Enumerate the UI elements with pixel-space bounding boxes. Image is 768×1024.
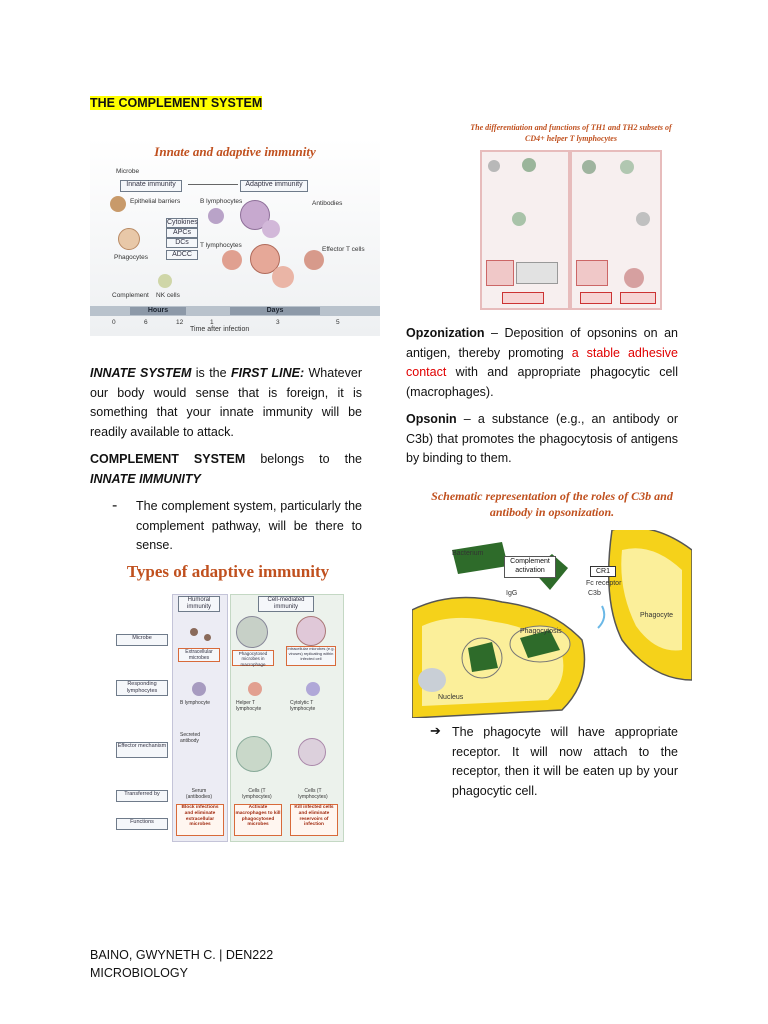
panel-cell [582, 160, 596, 174]
microbe-icon [190, 628, 198, 636]
fc-receptor-label: Fc receptor [586, 580, 622, 587]
tick-1: 1 [210, 319, 214, 326]
complement-term: COMPLEMENT SYSTEM [90, 452, 246, 466]
panel-cell [624, 268, 644, 288]
tick-0: 0 [112, 319, 116, 326]
bullet-text: The complement system, particularly the complement pathway, will be there to sense. [136, 499, 362, 552]
tick-6: 6 [144, 319, 148, 326]
apcs-box: APCs [166, 228, 198, 238]
adaptive-box: Adaptive immunity [240, 180, 308, 192]
effector-cell-icon [304, 250, 324, 270]
panel-box [580, 292, 612, 304]
complement-middle: belongs to the [245, 452, 362, 466]
helper-label: Helper T lymphocyte [236, 700, 262, 712]
microbe-icon [204, 634, 211, 641]
nk-label: NK cells [156, 292, 180, 299]
b-cell-icon [192, 682, 206, 696]
tick-12: 12 [176, 319, 184, 326]
innate-immunity-term: INNATE IMMUNITY [90, 471, 201, 486]
effector-label: Effector T cells [322, 246, 365, 253]
t-cell-icon [222, 250, 242, 270]
hours-label: Hours [130, 307, 186, 315]
figure-title: Types of adaptive immunity [126, 562, 330, 581]
nucleus-icon [418, 668, 446, 692]
footer-author: BAINO, GWYNETH C. | DEN222 [90, 948, 274, 962]
func2-box: Activate macrophages to kill phagocytosed microbes [234, 804, 282, 836]
tick-5: 5 [336, 319, 340, 326]
bacterium-label: Bacterium [452, 550, 484, 557]
dcs-box: DCs [166, 238, 198, 248]
killed-cell-icon [298, 738, 326, 766]
opsonin-term: Opsonin [406, 412, 457, 426]
innate-term: INNATE SYSTEM [90, 366, 192, 380]
bacterium-icon [452, 542, 508, 574]
opsonin-paragraph [406, 410, 678, 469]
row-functions: Functions [116, 818, 168, 830]
row-microbe: Microbe [116, 634, 168, 646]
first-line: FIRST LINE: [230, 366, 305, 380]
panel-box [516, 262, 558, 284]
figure-c3b-opsonization [412, 484, 692, 718]
phagocytes-label: Phagocytes [114, 254, 148, 261]
cr1-label: CR1 [590, 566, 616, 577]
bullet-marker: - [112, 497, 118, 514]
page-heading [90, 94, 262, 112]
heading-highlight: THE COMPLEMENT SYSTEM [90, 96, 263, 110]
antibodies-label: Antibodies [312, 200, 343, 207]
plasma-cell-small-icon [262, 220, 280, 238]
footer-course: MICROBIOLOGY [90, 966, 188, 980]
cells2-label: Cells (T lymphocytes) [298, 788, 328, 800]
b-lymph-label: B lymphocyte [180, 700, 211, 706]
complement-activation-box: Complement activation [504, 556, 556, 578]
opzonization-rest: with and appropriate phagocytic cell (macrophages). [406, 365, 678, 399]
cell-mediated-header: Cell-mediated immunity [258, 596, 314, 612]
t-lymph-label: T lymphocytes [200, 242, 242, 249]
t-cell-small-icon [272, 266, 294, 288]
opzonization-paragraph [406, 324, 678, 402]
igg-label: IgG [506, 590, 518, 597]
b-lymph-label: B lymphocytes [200, 198, 243, 205]
panel-cell [522, 158, 536, 172]
b-cell-icon [208, 208, 224, 224]
figure-types-adaptive [112, 560, 344, 848]
complement-paragraph [90, 450, 362, 489]
panel-cell [636, 212, 650, 226]
arrow-marker: ➔ [430, 723, 441, 738]
row-transferred: Transferred by [116, 790, 168, 802]
panel-box [486, 260, 514, 286]
complement-label: Complement [112, 292, 149, 299]
opzonization-term: Opzonization [406, 326, 485, 340]
arrow-line [188, 184, 238, 185]
extracellular-box: Extracellular microbes [178, 648, 220, 662]
infected-cell-icon [296, 616, 326, 646]
panel-cell [620, 160, 634, 174]
secreted-label: Secreted antibody [180, 732, 201, 744]
row-effector: Effector mechanism [116, 742, 168, 758]
panel-cell [512, 212, 526, 226]
nk-icon [158, 274, 172, 288]
phagocyte-icon [118, 228, 140, 250]
panel-box [620, 292, 656, 304]
figure-title: Schematic representation of the roles of C3b and antibody in opsonization. [431, 489, 673, 519]
innate-paragraph [90, 364, 362, 442]
innate-is-the: is the [191, 366, 231, 380]
figure-innate-adaptive [90, 138, 380, 336]
panel-cell [488, 160, 500, 172]
func1-box: Block infections and eliminate extracellular microbes [176, 804, 224, 836]
epithelial-label: Epithelial barriers [130, 198, 181, 205]
phagocytosed-box: Phagocytosed microbes in macrophage [232, 650, 274, 666]
timeline-bar [90, 306, 380, 316]
cytolytic-t-icon [306, 682, 320, 696]
adhesive-contact-highlight: a stable adhesive contact [406, 345, 678, 379]
figure-title: The differentiation and functions of TH1 and TH2 subsets of CD4+ helper T lymphocytes [470, 123, 672, 143]
row-lymphocytes: Responding lymphocytes [116, 680, 168, 696]
c3b-label: C3b [588, 590, 601, 597]
serum-label: Serum (antibodies) [185, 788, 213, 800]
intracellular-box: Intracellular microbes (e.g. viruses) replicating within infected cell [286, 646, 336, 666]
humoral-header: Humoral immunity [178, 596, 220, 612]
innate-box: Innate immunity [120, 180, 182, 192]
nucleus-label: Nucleus [438, 694, 464, 701]
phagocytosis-arrow [598, 606, 604, 628]
figure-title: Innate and adaptive immunity [154, 144, 316, 159]
phagocytosis-label: Phagocytosis [520, 628, 562, 635]
panel-box [502, 292, 544, 304]
epithelial-icon [110, 196, 126, 212]
th2-panel [570, 150, 662, 310]
time-label: Time after infection [190, 326, 250, 333]
cytokines-box: Cytokines [167, 219, 198, 226]
helper-t-icon [248, 682, 262, 696]
microbe-label: Microbe [116, 168, 140, 175]
tick-3: 3 [276, 319, 280, 326]
activated-macrophage-icon [236, 736, 272, 772]
macrophage-icon [236, 616, 268, 648]
func3-box: Kill infected cells and eliminate reservoirs of infection [290, 804, 338, 836]
adcc-box: ADCC [166, 250, 198, 260]
opzonization-dash: – Deposition of opsonins on an antigen, thereby promoting [406, 326, 678, 360]
figure-th-subsets [460, 120, 682, 310]
phagocyte-label: Phagocyte [640, 612, 674, 619]
days-label: Days [230, 307, 320, 315]
panel-box [576, 260, 608, 286]
opsonin-rest: – a substance (e.g., an antibody or C3b) that promotes the phagocytosis of antigens by binding to them. [406, 412, 678, 465]
arrow-bullet-text: The phagocyte will have appropriate receptor. It will now attach to the receptor, then it will be eaten up by your phagocytic cell. [452, 725, 678, 798]
innate-rest: Whatever our body would sense that is foreign, it is something that your innate immunity will be readily available to attack. [90, 366, 362, 439]
cytolytic-label: Cytolytic T lymphocyte [290, 700, 316, 712]
cells1-label: Cells (T lymphocytes) [242, 788, 272, 800]
th1-panel [480, 150, 570, 310]
